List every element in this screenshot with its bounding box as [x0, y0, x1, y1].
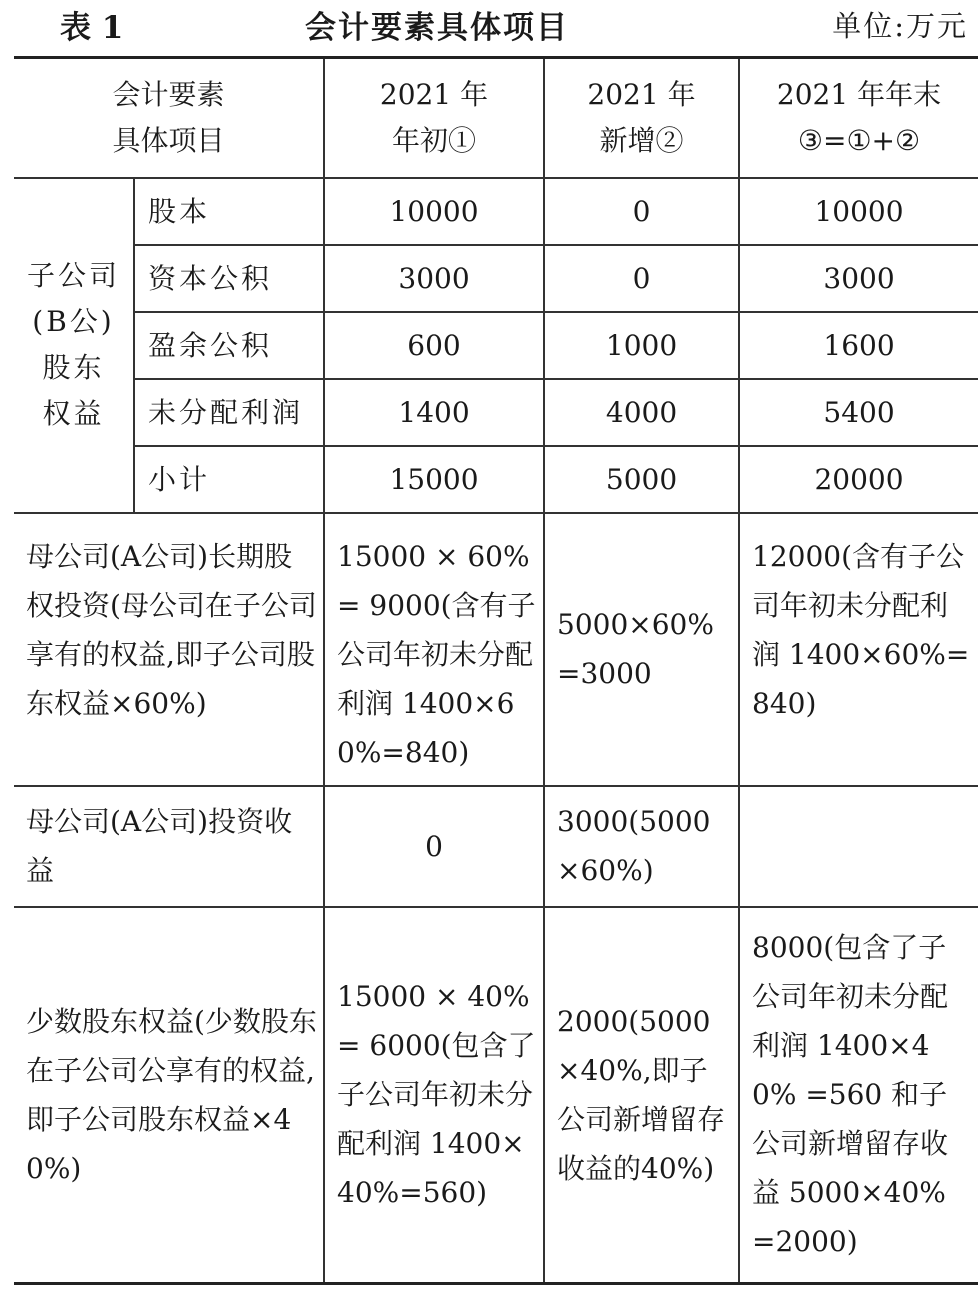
table-row-minority-interest — [14, 907, 978, 1284]
row-added-value: 0 — [544, 245, 739, 312]
row-end-value: 10000 — [739, 178, 978, 245]
table-row — [14, 245, 978, 312]
header-end: 2021 年年末 ③=①+② — [739, 58, 978, 178]
accounting-elements-table — [14, 56, 978, 1285]
minority-end-value: 8000(包含了子公司年初未分配利润 1400×40% =560 和子公司新增留存收益 5000×40% =2000) — [739, 907, 978, 1284]
lti-begin-value: 15000 × 60% = 9000(含有子公司年初未分配利润 1400×60%=840) — [324, 513, 544, 786]
table-row-long-term-investment — [14, 513, 978, 786]
minority-label: 少数股东权益(少数股东在子公司公享有的权益,即子公司股东权益×40%) — [14, 907, 324, 1284]
income-begin-value: 0 — [324, 786, 544, 907]
header-element-item: 会计要素 具体项目 — [14, 58, 324, 178]
row-item-label: 盈余公积 — [134, 312, 324, 379]
row-end-value: 1600 — [739, 312, 978, 379]
row-end-value: 20000 — [739, 446, 978, 513]
income-end-value — [739, 786, 978, 907]
header-added: 2021 年 新增② — [544, 58, 739, 178]
row-added-value: 1000 — [544, 312, 739, 379]
minority-begin-value: 15000 × 40% = 6000(包含了子公司年初未分配利润 1400×40%=560) — [324, 907, 544, 1284]
row-end-value: 5400 — [739, 379, 978, 446]
unit-label: 单位:万元 — [832, 9, 968, 43]
row-added-value: 4000 — [544, 379, 739, 446]
minority-added-value: 2000(5000×40%,即子公司新增留存收益的40%) — [544, 907, 739, 1284]
table-caption — [0, 0, 978, 50]
row-item-label: 小计 — [134, 446, 324, 513]
table-row — [14, 178, 978, 245]
table-number: 表 1 — [60, 10, 124, 46]
lti-label: 母公司(A公司)长期股权投资(母公司在子公司享有的权益,即子公司股东权益×60%) — [14, 513, 324, 786]
lti-end-value: 12000(含有子公司年初未分配利润 1400×60%=840) — [739, 513, 978, 786]
income-label: 母公司(A公司)投资收益 — [14, 786, 324, 907]
lti-added-value: 5000×60%=3000 — [544, 513, 739, 786]
table-row-subtotal — [14, 446, 978, 513]
row-item-label: 股本 — [134, 178, 324, 245]
table-row — [14, 312, 978, 379]
row-begin-value: 15000 — [324, 446, 544, 513]
row-item-label: 资本公积 — [134, 245, 324, 312]
table-row-investment-income — [14, 786, 978, 907]
row-end-value: 3000 — [739, 245, 978, 312]
header-row — [14, 58, 978, 178]
row-added-value: 0 — [544, 178, 739, 245]
table-row — [14, 379, 978, 446]
row-begin-value: 10000 — [324, 178, 544, 245]
row-begin-value: 3000 — [324, 245, 544, 312]
equity-group-label: 子公司 (B公) 股东 权益 — [14, 178, 134, 513]
header-begin: 2021 年 年初① — [324, 58, 544, 178]
row-begin-value: 1400 — [324, 379, 544, 446]
table-title: 会计要素具体项目 — [305, 10, 569, 46]
row-item-label: 未分配利润 — [134, 379, 324, 446]
row-begin-value: 600 — [324, 312, 544, 379]
row-added-value: 5000 — [544, 446, 739, 513]
income-added-value: 3000(5000×60%) — [544, 786, 739, 907]
